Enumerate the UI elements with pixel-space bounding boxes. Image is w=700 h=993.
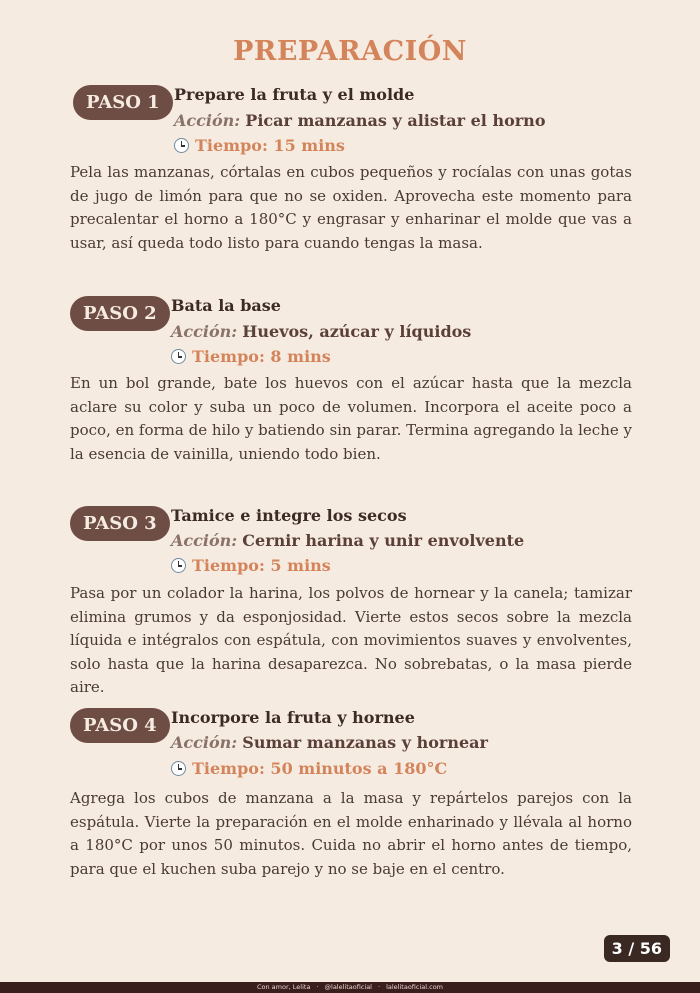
step-badge: PASO 1 (73, 85, 173, 120)
step-time (174, 136, 345, 155)
page-number: 3 / 56 (604, 935, 670, 962)
clock-icon (171, 558, 186, 573)
step-action (174, 111, 545, 130)
step-description: Pela las manzanas, córtalas en cubos pequeños y rocíalas con unas gotas de jugo de limón para que no se oxiden. Aprovecha este momento para precalentar el horno a 180°C y engrasar y enharinar el molde que vas a usar, así queda todo listo para cuando tengas la masa. (70, 163, 632, 252)
clock-icon (174, 138, 189, 153)
step-description: En un bol grande, bate los huevos con el azúcar hasta que la mezcla aclare su color y suba un poco de volumen. Incorpora el aceite poco a poco, en forma de hilo y batiendo sin parar. Termina agregando la leche y la esencia de vainilla, uniendo todo bien. (70, 374, 632, 463)
action-value: Picar manzanas y alistar el horno (245, 111, 546, 130)
step-badge: PASO 3 (70, 506, 170, 541)
step-action (171, 733, 488, 752)
step-title: Bata la base (171, 296, 281, 315)
clock-icon (171, 761, 186, 776)
action-label: Acción: (171, 322, 238, 341)
step-time (171, 759, 447, 778)
step-title: Prepare la fruta y el molde (174, 85, 415, 104)
step-badge: PASO 2 (70, 296, 170, 331)
time-value: Tiempo: 5 mins (192, 556, 331, 575)
action-label: Acción: (174, 111, 241, 130)
step-badge: PASO 4 (70, 708, 170, 743)
time-value: Tiempo: 8 mins (192, 347, 331, 366)
step-description: Pasa por un colador la harina, los polvos de hornear y la canela; tamizar elimina grumos y da esponjosidad. Vierte estos secos sobre la mezcla líquida e intégralos con espátula, con movimientos suaves y envolventes, solo hasta que la harina desaparezca. No sobrebatas, o la masa pierde aire. (70, 584, 632, 696)
step-title: Tamice e integre los secos (171, 506, 407, 525)
action-label: Acción: (171, 531, 238, 550)
step-action (171, 322, 471, 341)
time-value: Tiempo: 50 minutos a 180°C (192, 759, 448, 778)
step-title: Incorpore la fruta y hornee (171, 708, 415, 727)
step-action (171, 531, 524, 550)
footer-handle: @lalelitaoficial (324, 983, 372, 991)
step-description: Agrega los cubos de manzana a la masa y repártelos parejos con la espátula. Vierte la preparación en el molde enharinado y llévala al horno a 180°C por unos 50 minutos. Cuida no abrir el horno antes de tiempo, para que el kuchen suba parejo y no se baje en el centro. (70, 789, 632, 878)
action-value: Sumar manzanas y hornear (242, 733, 488, 752)
step-time (171, 556, 331, 575)
time-value: Tiempo: 15 mins (195, 136, 345, 155)
footer-signature: Con amor, Lelita (256, 983, 311, 991)
page-title: PREPARACIÓN (233, 36, 467, 67)
footer-website: lalelitaoficial.com (386, 983, 444, 991)
clock-icon (171, 349, 186, 364)
action-value: Huevos, azúcar y líquidos (242, 322, 472, 341)
action-label: Acción: (171, 733, 238, 752)
action-value: Cernir harina y unir envolvente (242, 531, 525, 550)
footer-bar: Con amor, Lelita · @lalelitaoficial · lalelitaoficial.com (0, 982, 700, 993)
step-time (171, 347, 331, 366)
